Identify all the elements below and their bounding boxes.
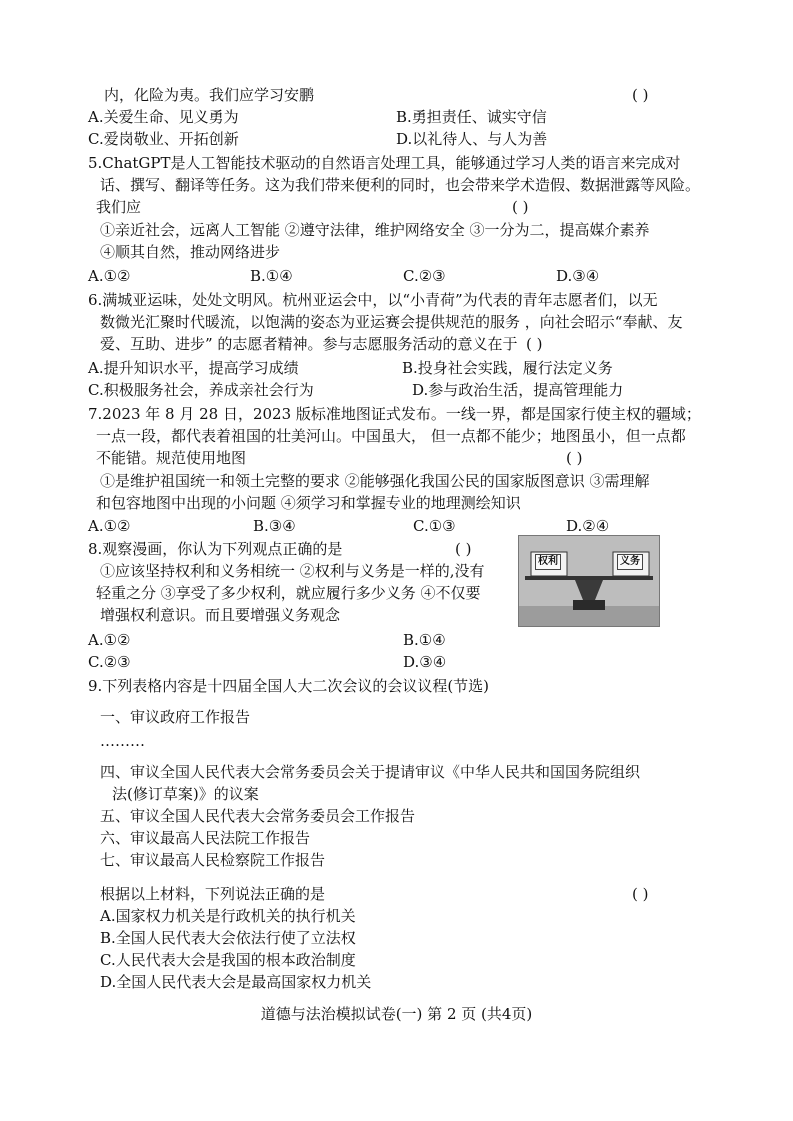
q5-answer-paren: ( ) [512, 198, 529, 216]
agenda-item-7: 七、审议最高人民检察院工作报告 [100, 851, 326, 869]
q7-stem-line-3: 不能错。规范使用地图 [96, 449, 247, 467]
q9-answer-paren: ( ) [632, 885, 649, 903]
q7-statement-line-1: ①是维护祖国统一和领土完整的要求 ②能够强化我国公民的国家版图意识 ③需理解 [100, 472, 650, 490]
q8-stem: 8.观察漫画，你认为下列观点正确的是 [88, 540, 343, 558]
q4-option-a: A.关爱生命、见义勇为 [88, 108, 239, 126]
agenda-item-6: 六、审议最高人民法院工作报告 [100, 829, 311, 847]
q4-option-d: D.以礼待人、与人为善 [396, 130, 548, 148]
q7-option-a: A.①② [88, 517, 131, 535]
q9-stem: 9.下列表格内容是十四届全国人大二次会议的会议议程(节选) [88, 677, 490, 695]
q9-agenda-box [88, 688, 700, 1002]
q5-option-c: C.②③ [403, 267, 446, 285]
q9-option-b: B.全国人民代表大会依法行使了立法权 [100, 929, 356, 947]
agenda-item-4-line-1: 四、审议全国人民代表大会常务委员会关于提请审议《中华人民共和国国务院组织 [100, 763, 641, 781]
q6-stem-line-3: 爱、互助、进步” 的志愿者精神。参与志愿服务活动的意义在于 [100, 335, 518, 353]
q8-answer-paren: ( ) [455, 540, 472, 558]
q5-option-a: A.①② [88, 267, 131, 285]
q6-stem-line-1: 6.满城亚运味，处处文明风。杭州亚运会中，以“小青荷”为代表的青年志愿者们，以无 [88, 291, 658, 309]
q9-option-c: C.人民代表大会是我国的根本政治制度 [100, 951, 356, 969]
q7-stem-line-1: 7.2023 年 8 月 28 日，2023 版标准地图证式发布。一线一界，都是国家行使主权的疆域； [88, 405, 701, 423]
q8-option-a: A.①② [88, 631, 131, 649]
q5-option-b: B.①④ [250, 267, 293, 285]
q6-option-b: B.投身社会实践，履行法定义务 [402, 359, 613, 377]
q6-option-c: C.积极服务社会，养成亲社会行为 [88, 381, 314, 399]
agenda-item-1: 一、审议政府工作报告 [100, 708, 251, 726]
q5-stem-line-1: 5.ChatGPT是人工智能技术驱动的自然语言处理工具，能够通过学习人类的语言来完成对 [88, 154, 681, 172]
q6-option-a: A.提升知识水平，提高学习成绩 [88, 359, 299, 377]
q4-option-c: C.爱岗敬业、开拓创新 [88, 130, 239, 148]
q5-stem-line-3: 我们应 [96, 198, 142, 216]
cartoon-label-duties: 义务 [617, 554, 643, 570]
q4-stem-tail: 内，化险为夷。我们应学习安鹏 [104, 86, 315, 104]
rights-duties-cartoon [518, 535, 660, 627]
balance-scale-drawing [519, 536, 659, 626]
agenda-item-5: 五、审议全国人民代表大会常务委员会工作报告 [100, 807, 416, 825]
q6-option-d: D.参与政治生活，提高管理能力 [412, 381, 624, 399]
q8-option-c: C.②③ [88, 653, 131, 671]
q8-option-d: D.③④ [403, 653, 447, 671]
q7-option-c: C.①③ [413, 517, 456, 535]
q5-statement-line-2: ④顺其自然，推动网络进步 [100, 243, 281, 261]
q9-option-a: A.国家权力机关是行政机关的执行机关 [100, 907, 356, 925]
q8-statement-line-3: 增强权利意识。而且要增强义务观念 [100, 606, 341, 624]
q4-option-b: B.勇担责任、诚实守信 [396, 108, 547, 126]
q9-question: 根据以上材料，下列说法正确的是 [100, 885, 326, 903]
page-footer: 道德与法治模拟试卷(一) 第 2 页 (共4页) [260, 1005, 533, 1023]
q8-statement-line-2: 轻重之分 ③享受了多少权利，就应履行多少义务 ④不仅要 [96, 584, 481, 602]
cartoon-label-rights: 权利 [535, 554, 561, 570]
agenda-item-4-line-2: 法(修订草案)》的议案 [112, 785, 259, 803]
q7-option-d: D.②④ [566, 517, 610, 535]
q8-statement-line-1: ①应该坚持权利和义务相统一 ②权利与义务是一样的,没有 [100, 562, 485, 580]
q5-stem-line-2: 话、撰写、翻译等任务。这为我们带来便利的同时，也会带来学术造假、数据泄露等风险。 [100, 176, 701, 194]
q7-answer-paren: ( ) [566, 449, 583, 467]
q5-statement-line-1: ①亲近社会，远离人工智能 ②遵守法律，维护网络安全 ③一分为二，提高媒介素养 [100, 221, 650, 239]
q9-option-d: D.全国人民代表大会是最高国家权力机关 [100, 973, 372, 991]
agenda-ellipsis: ……… [100, 732, 145, 750]
q7-statement-line-2: 和包容地图中出现的小问题 ④须学习和掌握专业的地理测绘知识 [96, 494, 521, 512]
q6-answer-paren: ( ) [526, 335, 543, 353]
q6-stem-line-2: 数微光汇聚时代暖流，以饱满的姿态为亚运赛会提供规范的服务 ，向社会昭示“奉献、友 [100, 313, 683, 331]
q8-option-b: B.①④ [403, 631, 446, 649]
q7-stem-line-2: 一点一段，都代表着祖国的壮美河山。中国虽大， 但一点都不能少；地图虽小，但一点都 [96, 427, 686, 445]
q7-option-b: B.③④ [253, 517, 296, 535]
q5-option-d: D.③④ [556, 267, 600, 285]
q4-answer-paren: ( ) [632, 86, 649, 104]
